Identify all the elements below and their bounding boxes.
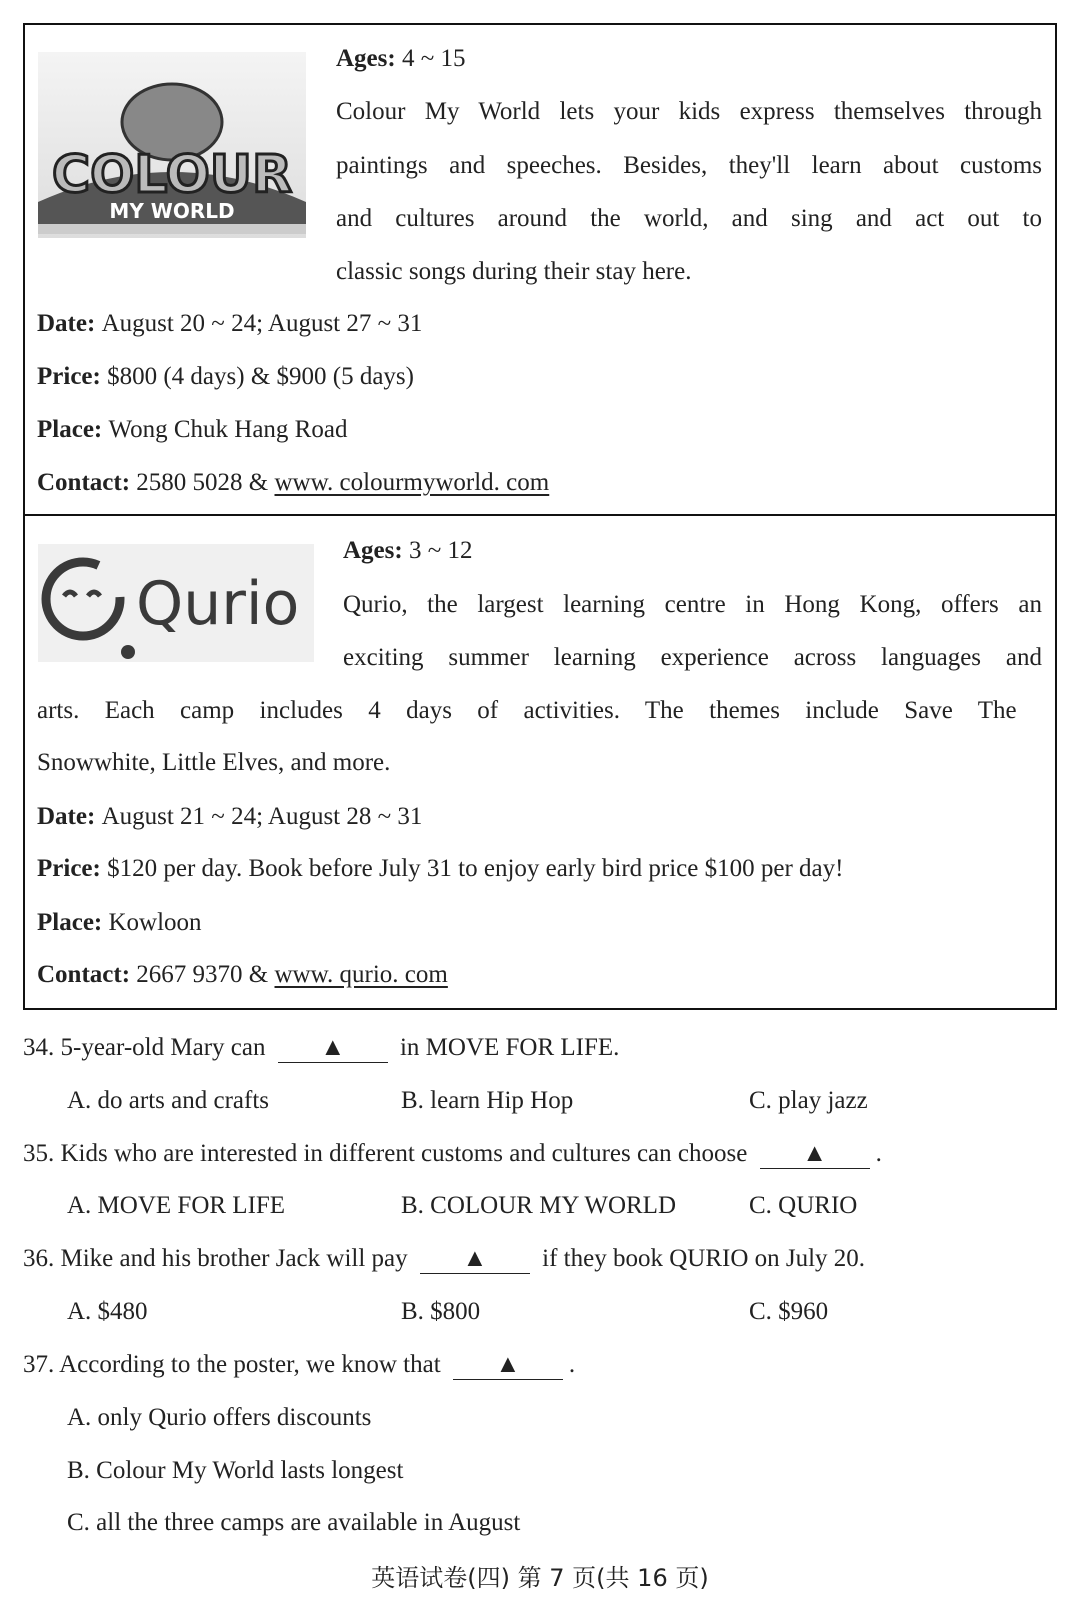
camp1-website-link[interactable]: www. colourmyworld. com <box>274 469 550 496</box>
option: C. all the three camps are available in August <box>67 1509 521 1536</box>
camp2-website-link[interactable]: www. qurio. com <box>274 961 448 988</box>
answer-blank: ▲ <box>420 1245 530 1274</box>
answer-blank: ▲ <box>278 1034 388 1063</box>
option: A. $480 <box>67 1298 148 1325</box>
camp2-price: Price: $120 per day. Book before July 31 to enjoy early bird price $100 per day! <box>37 855 844 882</box>
question-35: 35. Kids who are interested in different customs and cultures can choose ▲ . <box>23 1140 882 1167</box>
camp1-date: Date: August 20 ~ 24; August 27 ~ 31 <box>37 310 423 337</box>
camp1-contact: Contact: 2580 5028 & www. colourmyworld. com <box>37 469 550 496</box>
svg-text:MY WORLD: MY WORLD <box>109 199 235 223</box>
option: B. COLOUR MY WORLD <box>401 1192 677 1219</box>
option: B. learn Hip Hop <box>401 1087 574 1114</box>
camp2-date: Date: August 21 ~ 24; August 28 ~ 31 <box>37 803 423 830</box>
camp1-ages: Ages: 4 ~ 15 <box>336 45 466 72</box>
option: C. $960 <box>749 1298 829 1325</box>
page-footer: 英语试卷(四) 第 7 页(共 16 页) <box>371 1564 709 1592</box>
camp1-desc: and cultures around the world, and sing and act out to <box>336 205 1042 232</box>
svg-text:COLOUR: COLOUR <box>51 145 293 205</box>
camp1-price: Price: $800 (4 days) & $900 (5 days) <box>37 363 414 390</box>
answer-blank: ▲ <box>760 1140 870 1169</box>
camp1-desc: paintings and speeches. Besides, they'll learn about customs <box>336 152 1042 179</box>
camp2-contact: Contact: 2667 9370 & www. qurio. com <box>37 961 448 988</box>
camp1-place: Place: Wong Chuk Hang Road <box>37 416 348 443</box>
option: C. QURIO <box>749 1192 858 1219</box>
qurio-logo-text: Qurio <box>136 569 300 639</box>
question-37: 37. According to the poster, we know that ▲ . <box>23 1351 576 1378</box>
option: A. do arts and crafts <box>67 1087 270 1114</box>
colour-my-world-logo <box>38 52 306 238</box>
option: B. Colour My World lasts longest <box>67 1457 404 1484</box>
qurio-logo <box>38 544 314 662</box>
camp2-place: Place: Kowloon <box>37 909 202 936</box>
question-34: 34. 5-year-old Mary can ▲ in MOVE FOR LIFE. <box>23 1034 620 1061</box>
option: A. MOVE FOR LIFE <box>67 1192 286 1219</box>
camp2-desc: Qurio, the largest learning centre in Hong Kong, offers an <box>343 591 1042 618</box>
camp1-desc: Colour My World lets your kids express themselves through <box>336 98 1042 125</box>
option: C. play jazz <box>749 1087 868 1114</box>
option: B. $800 <box>401 1298 481 1325</box>
answer-blank: ▲ <box>453 1351 563 1380</box>
camp2-desc: exciting summer learning experience across languages and <box>343 644 1042 671</box>
camp1-desc: classic songs during their stay here. <box>336 258 692 285</box>
camp2-ages: Ages: 3 ~ 12 <box>343 537 473 564</box>
camp2-desc: Snowwhite, Little Elves, and more. <box>37 749 391 776</box>
question-36: 36. Mike and his brother Jack will pay ▲ if they book QURIO on July 20. <box>23 1245 866 1272</box>
camp2-desc: arts. Each camp includes 4 days of activities. The themes include Save The <box>37 697 1017 724</box>
option: A. only Qurio offers discounts <box>67 1404 372 1431</box>
